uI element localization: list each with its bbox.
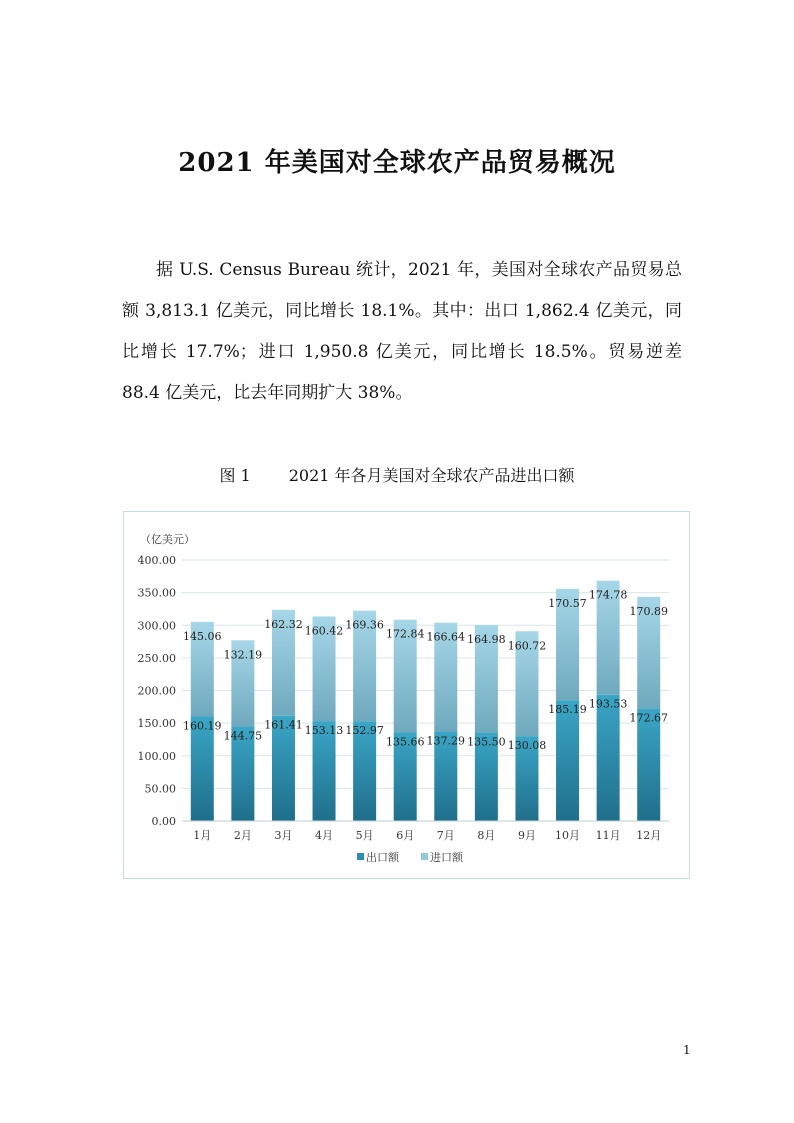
data-label-import: 164.98 xyxy=(467,632,506,646)
x-tick-label: 5月 xyxy=(355,829,374,842)
y-tick-label: 300.00 xyxy=(137,619,176,633)
figure-caption xyxy=(0,463,794,486)
data-label-import: 160.42 xyxy=(304,624,344,638)
x-tick-label: 10月 xyxy=(555,829,581,842)
x-tick-label: 11月 xyxy=(595,829,621,842)
data-label-export: 161.41 xyxy=(264,718,303,732)
data-label-export: 172.67 xyxy=(629,711,668,725)
figure-number: 图 1 xyxy=(219,466,251,485)
data-label-import: 160.72 xyxy=(507,639,547,653)
data-label-import: 166.64 xyxy=(426,630,466,644)
data-label-import: 162.32 xyxy=(264,617,303,631)
x-tick-label: 7月 xyxy=(436,829,455,842)
data-label-import: 174.78 xyxy=(588,588,628,602)
data-label-export: 185.19 xyxy=(548,703,587,717)
data-label-export: 152.97 xyxy=(345,724,384,738)
stacked-bar-chart xyxy=(124,512,691,880)
legend-label: 进口额 xyxy=(430,851,463,864)
body-paragraph xyxy=(122,250,682,414)
data-label-import: 170.57 xyxy=(548,596,587,610)
legend-swatch xyxy=(421,853,428,860)
legend-label: 出口额 xyxy=(366,851,399,864)
y-tick-label: 50.00 xyxy=(144,782,176,796)
y-tick-label: 200.00 xyxy=(137,684,176,698)
data-label-export: 135.50 xyxy=(467,735,506,749)
bar-export xyxy=(637,708,660,821)
x-tick-label: 9月 xyxy=(517,829,536,842)
y-tick-label: 350.00 xyxy=(137,586,176,600)
y-axis-unit-label: （亿美元） xyxy=(140,533,195,546)
data-label-export: 160.19 xyxy=(183,719,222,733)
y-tick-label: 0.00 xyxy=(151,815,176,828)
x-tick-label: 12月 xyxy=(636,829,662,842)
y-tick-label: 100.00 xyxy=(137,749,176,763)
data-label-export: 130.08 xyxy=(507,739,547,753)
bar-export xyxy=(597,695,620,821)
data-label-export: 137.29 xyxy=(426,734,466,748)
x-tick-label: 2月 xyxy=(233,829,252,842)
x-tick-label: 6月 xyxy=(396,829,415,842)
document-title: 2021 年美国对全球农产品贸易概况 xyxy=(178,148,616,178)
page-number: 1 xyxy=(683,1043,691,1057)
x-tick-label: 1月 xyxy=(193,829,212,842)
legend-swatch xyxy=(357,853,364,860)
data-label-import: 132.19 xyxy=(223,648,263,662)
x-tick-label: 4月 xyxy=(315,829,334,842)
x-tick-label: 3月 xyxy=(274,829,293,842)
y-tick-label: 150.00 xyxy=(137,717,176,731)
data-label-export: 144.75 xyxy=(223,729,263,743)
data-label-export: 193.53 xyxy=(588,697,628,711)
data-label-import: 170.89 xyxy=(629,604,668,618)
bar-export xyxy=(556,700,579,821)
y-tick-label: 400.00 xyxy=(137,554,176,567)
x-tick-label: 8月 xyxy=(477,829,496,842)
data-label-export: 135.66 xyxy=(385,735,425,749)
paragraph-text: 据 U.S. Census Bureau 统计，2021 年，美国对全球农产品贸易总额 3,813.1 亿美元，同比增长 18.1%。其中：出口 1,862.4 亿美元，同比增长 17.7%；进口 1,950.8 亿美元，同比增长 18.5%。贸易逆差 88.4 亿美元，比去年同期扩大 38%。 xyxy=(122,260,682,403)
data-label-import: 145.06 xyxy=(183,629,222,643)
data-label-import: 172.84 xyxy=(385,627,425,641)
figure-title: 2021 年各月美国对全球农产品进出口额 xyxy=(288,466,575,485)
y-tick-label: 250.00 xyxy=(137,651,176,665)
data-label-export: 153.13 xyxy=(304,724,344,738)
chart-container xyxy=(123,511,690,879)
data-label-import: 169.36 xyxy=(345,618,384,632)
